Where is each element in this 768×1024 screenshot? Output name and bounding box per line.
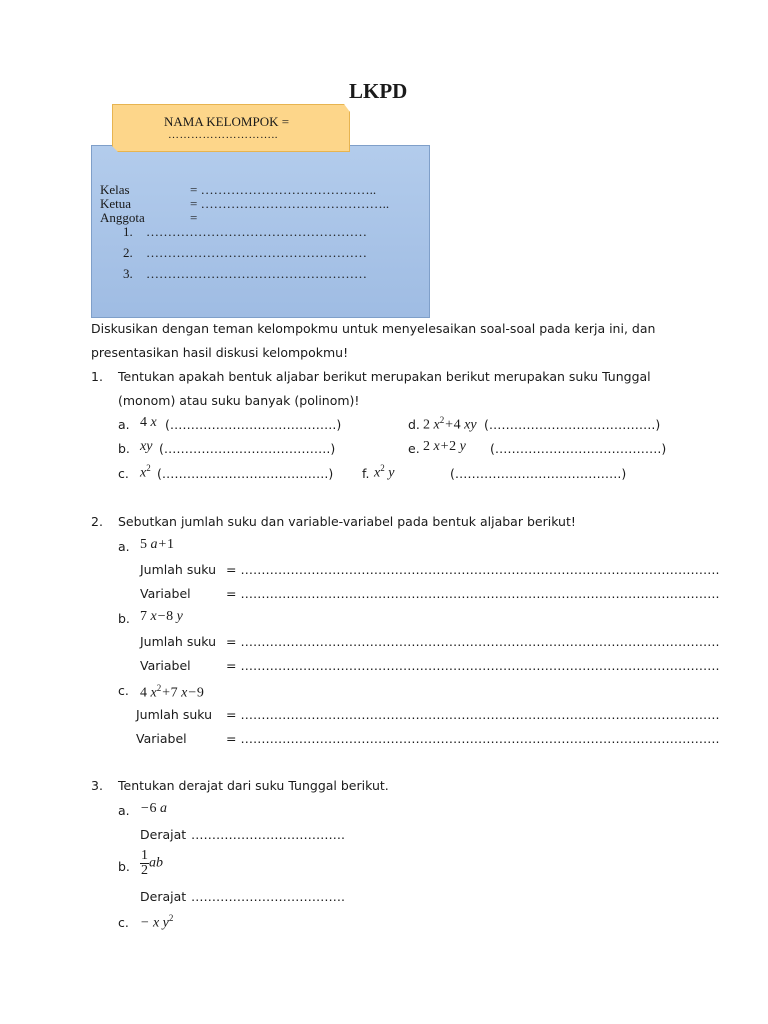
answer-blank[interactable]: = ……………………………………………………………………………………………………. [226,634,720,649]
group-name-field[interactable]: ……………………….. [168,129,278,141]
item-letter: a. [118,539,130,554]
math-expression: 4 $x^2+7$ x−9 [140,683,204,701]
math-expression: − x $y^2$ [140,913,174,931]
answer-blank[interactable]: = ……………………………………………………………………………………………………. [226,562,720,577]
item-letter: c. [118,466,129,481]
member-number: 1. [123,224,133,239]
item-letter: f. [362,466,370,481]
variabel-label: Variabel [140,658,191,673]
kelas-label: Kelas [100,182,130,197]
answer-blank[interactable]: (………………………………….) [490,441,667,456]
math-expression: 2 x+2 y [423,439,466,454]
math-expression: $\frac{1}{2}$ ab [141,848,163,878]
math-expression: 5 a+1 [140,537,174,552]
math-expression: 2 $x^2+4$ xy [423,415,477,433]
variabel-label: Variabel [136,731,187,746]
item-letter: b. [118,859,130,874]
math-expression: $x^2$ [140,463,151,481]
jumlah-suku-label: Jumlah suku [136,707,213,722]
math-expression: $x^2$ y [374,463,395,481]
item-letter: d. [408,417,420,432]
question-text: Tentukan derajat dari suku Tunggal berikut. [118,778,389,793]
math-expression: xy [140,439,153,454]
kelas-field[interactable]: = ………………………………….. [190,182,377,197]
question-text: Tentukan apakah bentuk aljabar berikut merupakan berikut merupakan suku Tunggal [118,369,651,384]
item-letter: b. [118,441,130,456]
answer-blank[interactable]: = ……………………………………………………………………………………………………. [226,658,720,673]
answer-blank[interactable]: (………………………………….) [450,466,627,481]
member-field[interactable]: …………………………………………… [146,266,367,281]
derajat-label: Derajat [140,889,187,904]
answer-blank[interactable]: (………………………………….) [165,417,342,432]
answer-blank[interactable]: = ……………………………………………………………………………………………………. [226,707,720,722]
answer-blank[interactable]: (………………………………….) [484,417,661,432]
derajat-label: Derajat [140,827,187,842]
member-number: 2. [123,245,133,260]
jumlah-suku-label: Jumlah suku [140,562,217,577]
answer-blank[interactable]: ………………………………. [191,827,345,842]
ketua-field[interactable]: = …………………………………….. [190,196,390,211]
question-text: Sebutkan jumlah suku dan variable-variabel pada bentuk aljabar berikut! [118,514,576,529]
page-title: LKPD [349,79,408,103]
answer-blank[interactable]: ………………………………. [191,889,345,904]
member-field[interactable]: …………………………………………… [146,224,367,239]
member-number: 3. [123,266,133,281]
answer-blank[interactable]: = ……………………………………………………………………………………………………. [226,731,720,746]
question-text: (monom) atau suku banyak (polinom)! [118,393,360,408]
question-number: 3. [91,778,103,793]
item-letter: a. [118,803,130,818]
anggota-label: Anggota [100,210,145,225]
question-number: 2. [91,514,103,529]
item-letter: c. [118,915,129,930]
math-expression: 4 x [140,415,157,430]
member-field[interactable]: …………………………………………… [146,245,367,260]
jumlah-suku-label: Jumlah suku [140,634,217,649]
variabel-label: Variabel [140,586,191,601]
answer-blank[interactable]: (………………………………….) [159,441,336,456]
group-name-label: NAMA KELOMPOK = [164,114,290,129]
item-letter: c. [118,683,129,698]
intro-text-line: Diskusikan dengan teman kelompokmu untuk menyelesaikan soal-soal pada kerja ini, dan [91,321,656,336]
answer-blank[interactable]: = ……………………………………………………………………………………………………. [226,586,720,601]
item-letter: e. [408,441,420,456]
anggota-equals: = [190,210,198,225]
answer-blank[interactable]: (………………………………….) [157,466,334,481]
intro-text-line: presentasikan hasil diskusi kelompokmu! [91,345,349,360]
item-letter: b. [118,611,130,626]
ketua-label: Ketua [100,196,132,211]
item-letter: a. [118,417,130,432]
math-expression: −6 a [140,801,167,816]
math-expression: 7 x−8 y [140,609,183,624]
question-number: 1. [91,369,103,384]
